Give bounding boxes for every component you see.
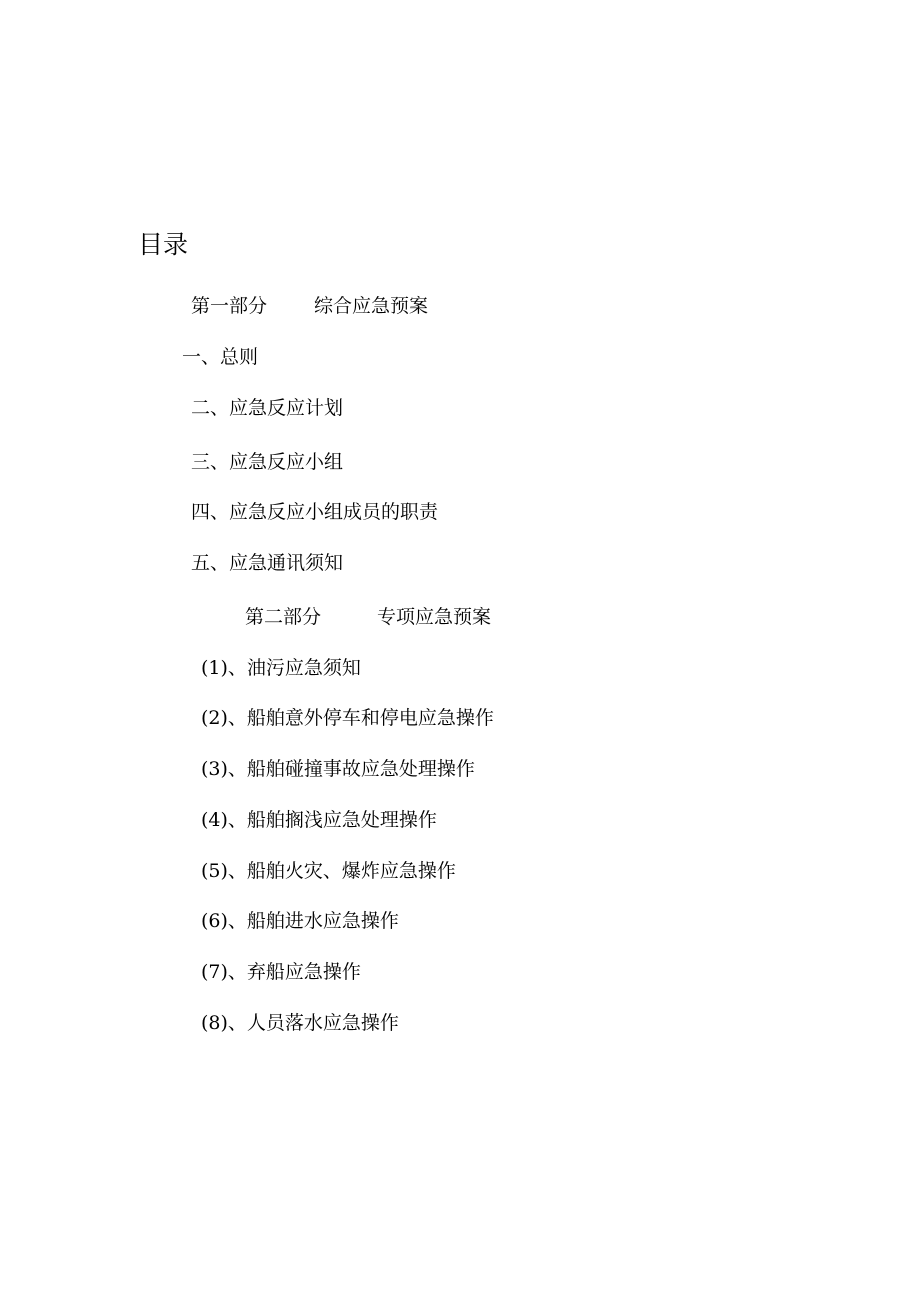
toc-item: (1)、油污应急须知 [201,657,361,679]
toc-item: (4)、船舶搁浅应急处理操作 [201,809,437,831]
toc-item: (2)、船舶意外停车和停电应急操作 [201,707,494,729]
toc-item: (7)、弃船应急操作 [201,961,361,983]
toc-item: (8)、人员落水应急操作 [201,1012,399,1034]
toc-item: (3)、船舶碰撞事故应急处理操作 [201,758,475,780]
toc-item: 五、应急通讯须知 [191,552,344,574]
part1-heading [191,293,428,319]
part2-label: 第二部分 [245,606,322,628]
part2-name: 专项应急预案 [377,606,492,628]
toc-title: 目录 [138,230,189,259]
part2-heading [245,604,491,630]
toc-item: (6)、船舶进水应急操作 [201,910,399,932]
toc-item: 三、应急反应小组 [191,451,344,473]
part1-label: 第一部分 [191,295,268,317]
toc-item: (5)、船舶火灾、爆炸应急操作 [201,860,456,882]
toc-item: 二、应急反应计划 [191,397,344,419]
part1-name: 综合应急预案 [314,295,429,317]
toc-item: 四、应急反应小组成员的职责 [191,501,439,523]
toc-item: 一、总则 [182,346,259,368]
